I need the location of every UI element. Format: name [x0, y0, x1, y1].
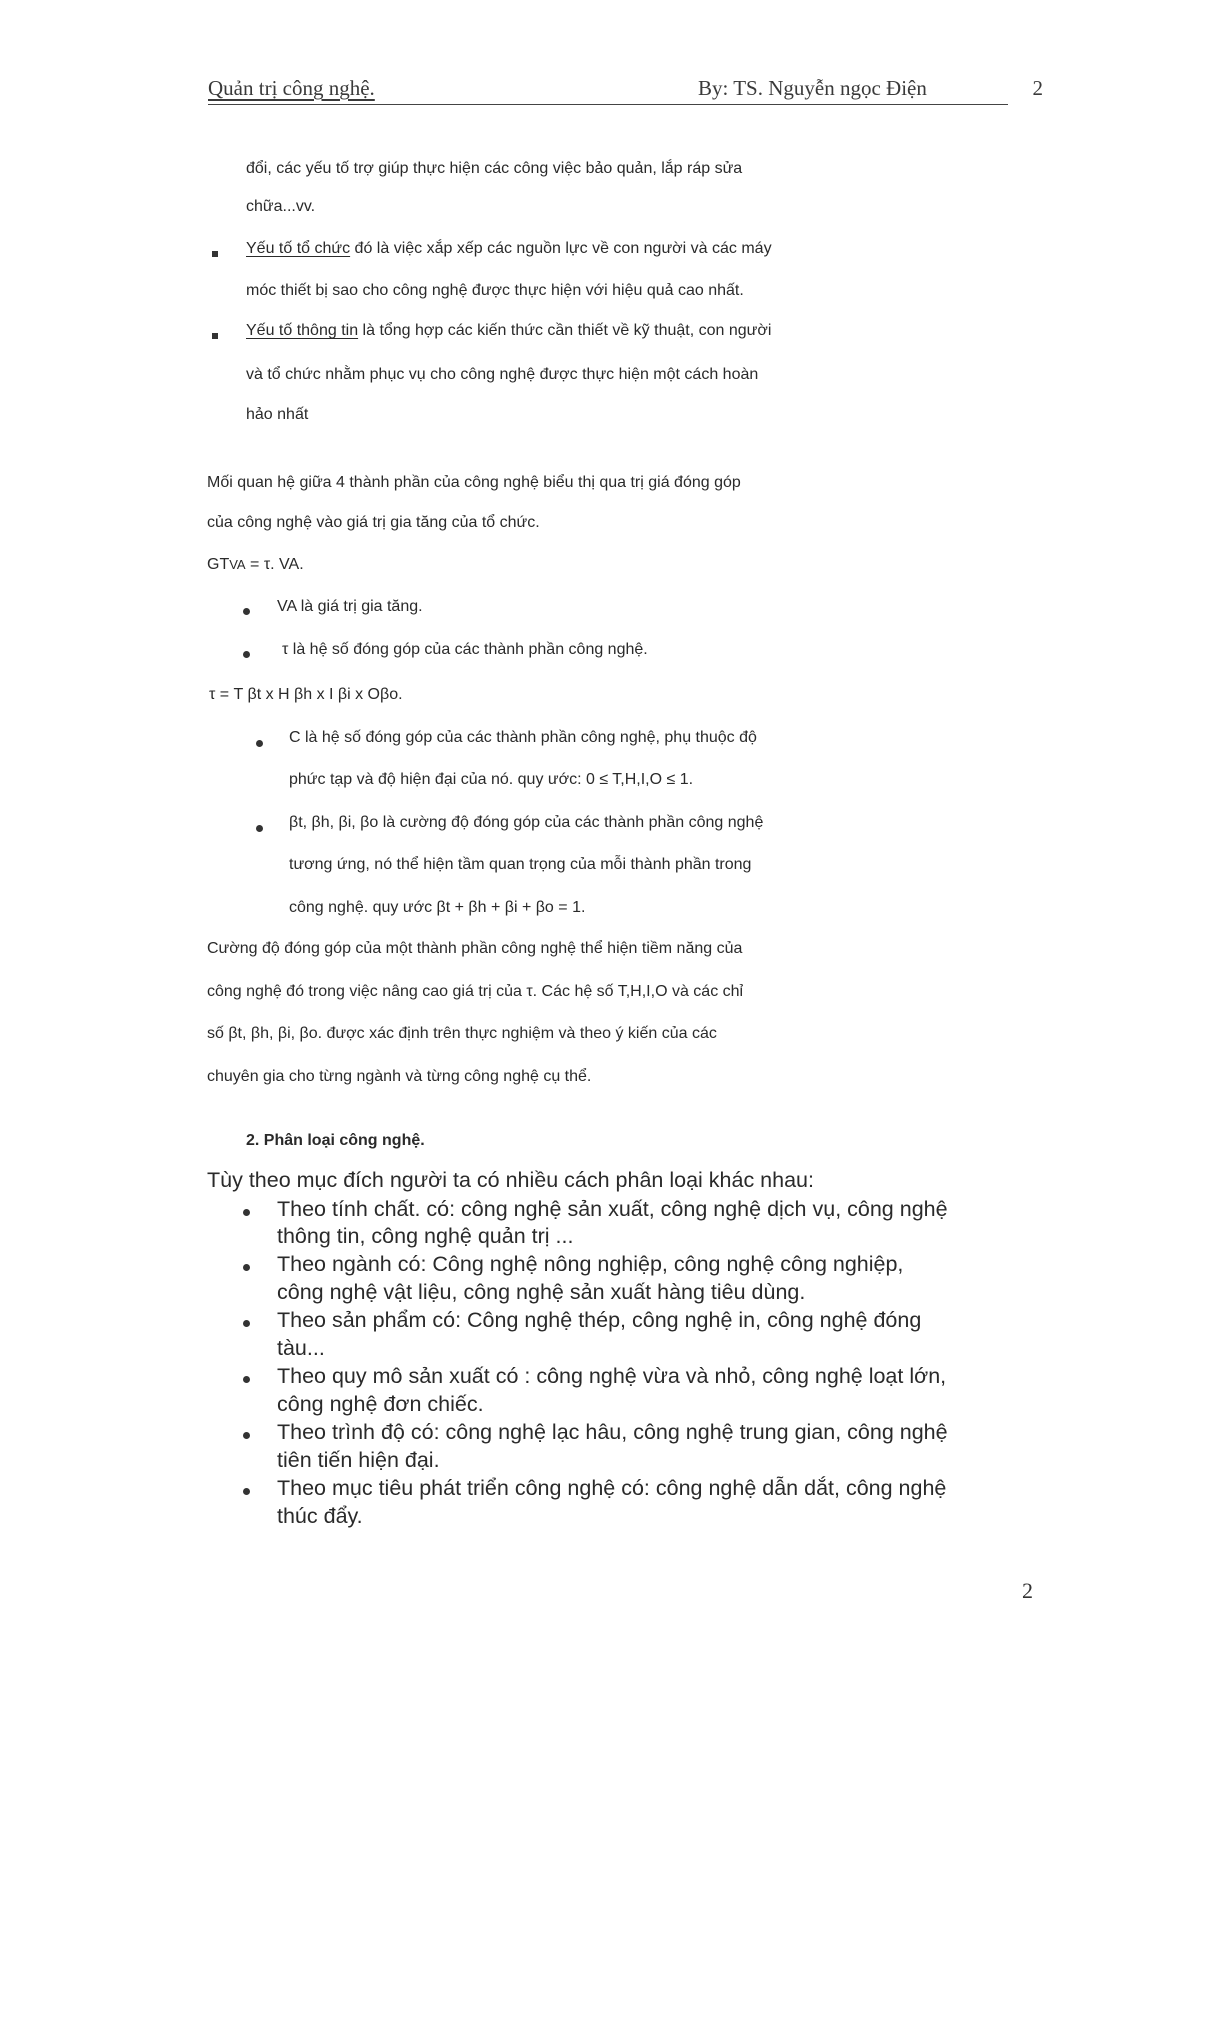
paragraph-line: Mối quan hệ giữa 4 thành phần của công nghệ biểu thị qua trị giá đóng góp: [207, 474, 741, 491]
paragraph-line: tiên tiến hiện đại.: [277, 1448, 440, 1472]
paragraph-line: Cường độ đóng góp của một thành phần công nghệ thể hiện tiềm năng của: [207, 940, 743, 957]
paragraph-line: số βt, βh, βi, βo. được xác định trên thực nghiệm và theo ý kiến của các: [207, 1025, 717, 1042]
paragraph-line: chuyên gia cho từng ngành và từng công nghệ cụ thể.: [207, 1068, 592, 1085]
list-item: VA là giá trị gia tăng.: [277, 598, 423, 615]
header-rule: [208, 104, 1008, 105]
section-title: 2. Phân loại công nghệ.: [246, 1132, 425, 1149]
term-information: Yếu tố thông tin: [246, 322, 359, 339]
square-bullet-icon: [212, 251, 218, 257]
round-bullet-icon: [256, 740, 263, 747]
bullet-text: đó là việc xắp xếp các nguồn lực về con người và các máy: [350, 240, 772, 257]
paragraph-line: của công nghệ vào giá trị gia tăng của tổ chức.: [207, 514, 540, 531]
header-page-number: 2: [1032, 76, 1043, 100]
paragraph-line: móc thiết bị sao cho công nghệ được thực hiện với hiệu quả cao nhất.: [246, 282, 744, 299]
list-item: βt, βh, βi, βo là cường độ đóng góp của các thành phần công nghệ: [289, 814, 764, 831]
round-bullet-icon: [243, 1432, 250, 1439]
paragraph-line: chữa...vv.: [246, 198, 316, 215]
section-intro: Tùy theo mục đích người ta có nhiều cách phân loại khác nhau:: [207, 1168, 814, 1192]
paragraph-line: đổi, các yếu tố trợ giúp thực hiện các công việc bảo quản, lắp ráp sửa: [246, 160, 743, 177]
list-item: Theo tính chất. có: công nghệ sản xuất, công nghệ dịch vụ, công nghệ: [277, 1197, 948, 1221]
page-header: [208, 76, 1043, 108]
list-item: τ là hệ số đóng góp của các thành phần công nghệ.: [282, 641, 648, 658]
round-bullet-icon: [243, 1209, 250, 1216]
round-bullet-icon: [256, 825, 263, 832]
paragraph-line: thúc đẩy.: [277, 1504, 363, 1528]
round-bullet-icon: [243, 608, 250, 615]
round-bullet-icon: [243, 651, 250, 658]
list-item: Theo ngành có: Công nghệ nông nghiệp, công nghệ công nghiệp,: [277, 1252, 904, 1276]
bullet-organization: [246, 240, 772, 258]
round-bullet-icon: [243, 1320, 250, 1327]
paragraph-line: phức tạp và độ hiện đại của nó. quy ước: 0 ≤ T,H,I,O ≤ 1.: [289, 771, 694, 788]
formula-gt: GTVA = τ. VA.: [207, 556, 304, 573]
paragraph-line: hảo nhất: [246, 406, 309, 423]
paragraph-line: thông tin, công nghệ quản trị ...: [277, 1224, 574, 1248]
bullet-information: [246, 322, 771, 340]
paragraph-line: tương ứng, nó thể hiện tầm quan trọng của mỗi thành phần trong: [289, 856, 752, 873]
bullet-text: là tổng hợp các kiến thức cần thiết về kỹ thuật, con người: [358, 322, 772, 339]
square-bullet-icon: [212, 333, 218, 339]
formula-tau: τ = T βt x H βh x I βi x Oβo.: [209, 686, 403, 703]
list-item: Theo mục tiêu phát triển công nghệ có: công nghệ dẫn dắt, công nghệ: [277, 1476, 947, 1500]
header-title: Quản trị công nghệ.: [208, 76, 375, 100]
paragraph-line: công nghệ vật liệu, công nghệ sản xuất hàng tiêu dùng.: [277, 1280, 806, 1304]
paragraph-line: công nghệ đó trong việc nâng cao giá trị của τ. Các hệ số T,H,I,O và các chỉ: [207, 983, 744, 1000]
header-author: By: TS. Nguyễn ngọc Điện: [698, 76, 927, 100]
list-item: C là hệ số đóng góp của các thành phần công nghệ, phụ thuộc độ: [289, 729, 757, 746]
list-item: Theo trình độ có: công nghệ lạc hâu, công nghệ trung gian, công nghệ: [277, 1420, 948, 1444]
paragraph-line: công nghệ. quy ước βt + βh + βi + βo = 1.: [289, 899, 586, 916]
paragraph-line: công nghệ đơn chiếc.: [277, 1392, 484, 1416]
round-bullet-icon: [243, 1264, 250, 1271]
paragraph-line: tàu...: [277, 1336, 325, 1360]
footer-page-number: 2: [1022, 1578, 1033, 1603]
list-item: Theo quy mô sản xuất có : công nghệ vừa và nhỏ, công nghệ loạt lớn,: [277, 1364, 947, 1388]
term-organization: Yếu tố tổ chức: [246, 240, 351, 257]
paragraph-line: và tổ chức nhằm phục vụ cho công nghệ được thực hiện một cách hoàn: [246, 366, 759, 383]
round-bullet-icon: [243, 1488, 250, 1495]
list-item: Theo sản phẩm có: Công nghệ thép, công nghệ in, công nghệ đóng: [277, 1308, 922, 1332]
round-bullet-icon: [243, 1376, 250, 1383]
